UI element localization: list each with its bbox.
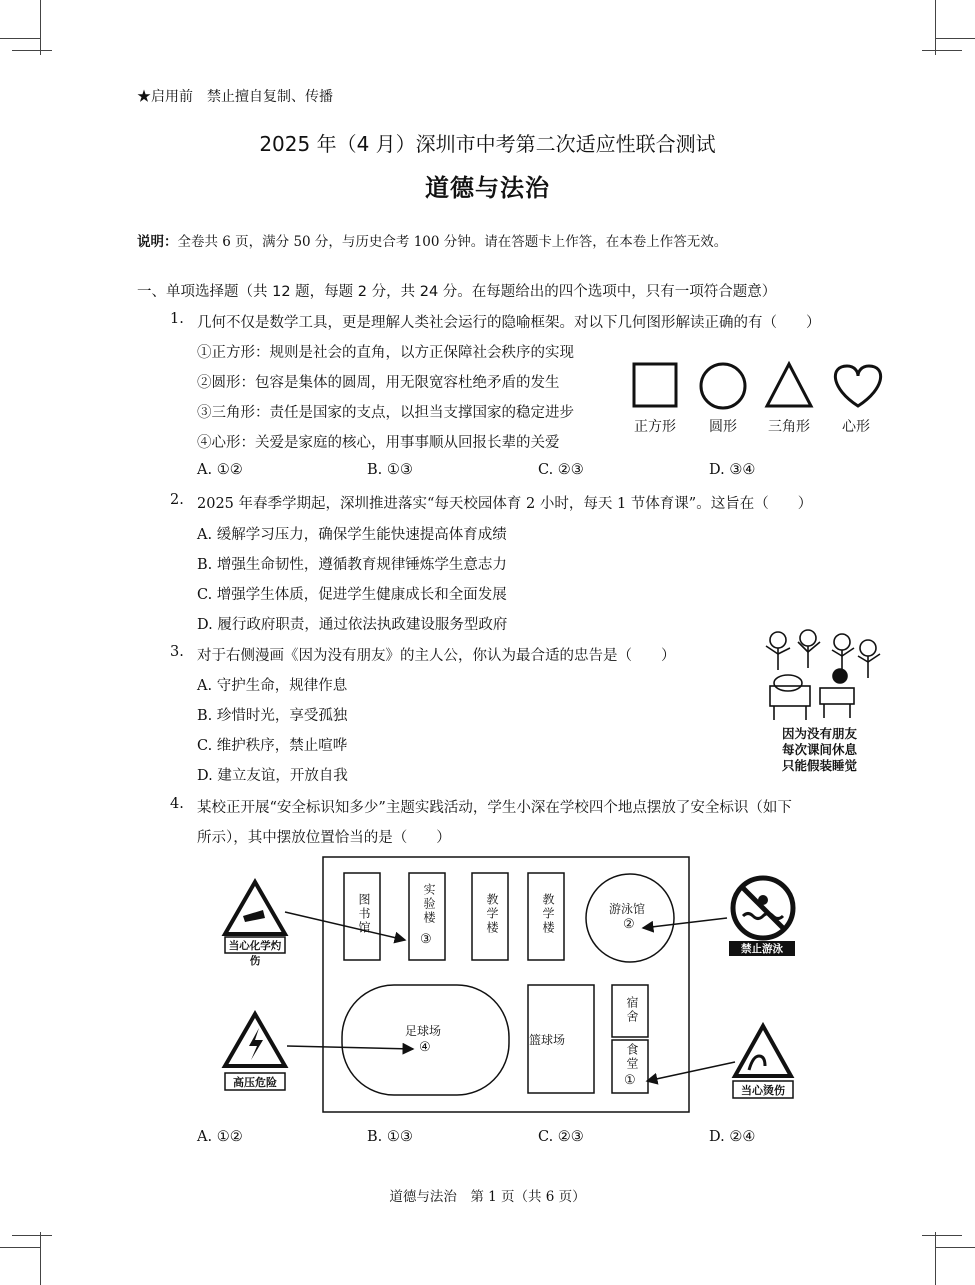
option-d: D. 建立友谊，开放自我 [197,768,348,784]
exam-title: 2025 年（4 月）深圳市中考第二次适应性联合测试 [259,132,716,156]
campus-map [215,850,805,1120]
question-text: 几何不仅是数学工具，更是理解人类社会运行的隐喻框架。对以下几何图形解读正确的有（ ） [197,315,821,331]
crop-mark [935,1232,936,1285]
pool-number: ② [623,917,635,932]
question-text: 对于右侧漫画《因为没有朋友》的主人公，你认为最合适的忠告是（ ） [197,648,676,664]
question-number: 2. [170,492,184,508]
sign-label: 当心烫伤 [741,1084,785,1097]
sign-label: 高压危险 [233,1076,277,1089]
court-label: 篮球场 [529,1033,566,1047]
question-number: 1. [170,311,184,327]
option-d: D. 履行政府职责，通过依法执政建设服务型政府 [197,617,508,633]
crop-mark [0,1247,40,1248]
cartoon-caption [782,726,857,774]
option-b: B. 珍惜时光，享受孤独 [197,708,348,724]
arrow [287,1046,413,1049]
caption-line: 只能假装睡觉 [782,758,858,773]
question-number: 3. [170,644,184,660]
teaching-label: 教学楼 [485,893,499,935]
crop-mark [0,38,40,39]
option-c: C. ②③ [538,462,584,478]
instructions-text: 全卷共 6 页，满分 50 分，与历史合考 100 分钟。请在答题卡上作答，在本卷上作答无效。 [177,234,728,250]
crop-mark [935,38,975,39]
teaching-label: 教学楼 [541,893,555,935]
shape-label: 正方形 [634,419,676,435]
dorm-label: 宿舍 [625,996,639,1024]
option-c: C. ②③ [538,1129,584,1145]
question-text: 所示），其中摆放位置恰当的是（ ） [197,830,451,846]
heart-shape [835,366,880,406]
field-label: 足球场 [405,1024,442,1038]
lab-number: ③ [420,932,432,947]
crop-mark [40,1232,41,1285]
crop-mark [935,1247,975,1248]
option-b: B. ①③ [367,1129,413,1145]
list-item: ①正方形：规则是社会的直角，以方正保障社会秩序的实现 [197,345,574,361]
crop-mark [922,50,962,51]
arrow [643,918,727,928]
question-number: 4. [170,796,184,812]
section-heading: 一、单项选择题（共 12 题，每题 2 分，共 24 分。在每题给出的四个选项中，只有一项符合题意） [137,284,777,300]
option-c: C. 维护秩序，禁止喧哗 [197,738,348,754]
library-label: 图书馆 [357,893,371,935]
option-a: A. 守护生命，规律作息 [197,678,348,694]
field-number: ④ [419,1040,431,1055]
geometry-shapes [625,358,885,418]
subject-title: 道德与法治 [425,174,550,202]
crop-mark [12,50,52,51]
lab-label: 实验楼 [422,883,436,925]
option-a: A. ①② [197,462,243,478]
option-b: B. 增强生命韧性，遵循教育规律锤炼学生意志力 [197,557,507,573]
list-item: ②圆形：包容是集体的圆周，用无限宽容杜绝矛盾的发生 [197,375,560,391]
canteen-label: 食堂 [625,1043,639,1071]
pool-label: 游泳馆 [609,902,646,916]
option-c: C. 增强学生体质，促进学生健康成长和全面发展 [197,587,507,603]
cartoon-image [760,628,885,723]
instructions-label: 说明： [137,234,178,250]
crop-mark [935,0,936,55]
question-text: 某校正开展“安全标识知多少”主题实践活动，学生小深在学校四个地点摆放了安全标识（如下 [197,800,792,816]
triangle-shape [767,364,811,406]
option-b: B. ①③ [367,462,413,478]
shape-label: 圆形 [709,419,737,435]
crop-mark [12,1235,52,1236]
option-d: D. ②④ [709,1129,756,1145]
square-shape [634,364,676,406]
option-a: A. ①② [197,1129,243,1145]
circle-shape [701,364,745,408]
list-item: ③三角形：责任是国家的支点，以担当支撑国家的稳定进步 [197,405,574,421]
sign-label: 禁止游泳 [741,943,783,955]
arrow [647,1062,735,1081]
canteen-number: ① [624,1073,636,1088]
shape-label: 三角形 [768,419,810,435]
caption-line: 因为没有朋友 [782,726,858,741]
question-text: 2025 年春季学期起，深圳推进落实“每天校园体育 2 小时，每天 1 节体育课”。这旨在（ ） [197,496,813,512]
arrow [285,912,405,940]
option-a: A. 缓解学习压力，确保学生能快速提高体育成绩 [197,527,507,543]
crop-mark [40,0,41,55]
caption-line: 每次课间休息 [782,742,858,757]
list-item: ④心形：关爱是家庭的核心，用事事顺从回报长辈的关爱 [197,435,560,451]
shape-label: 心形 [842,419,870,435]
option-d: D. ③④ [709,462,756,478]
crop-mark [922,1235,962,1236]
sign-label: 当心化学灼伤 [228,940,282,967]
page-footer: 道德与法治 第 1 页（共 6 页） [389,1189,586,1205]
instructions [137,230,727,250]
header-note: ★启用前 禁止擅自复制、传播 [137,89,333,105]
